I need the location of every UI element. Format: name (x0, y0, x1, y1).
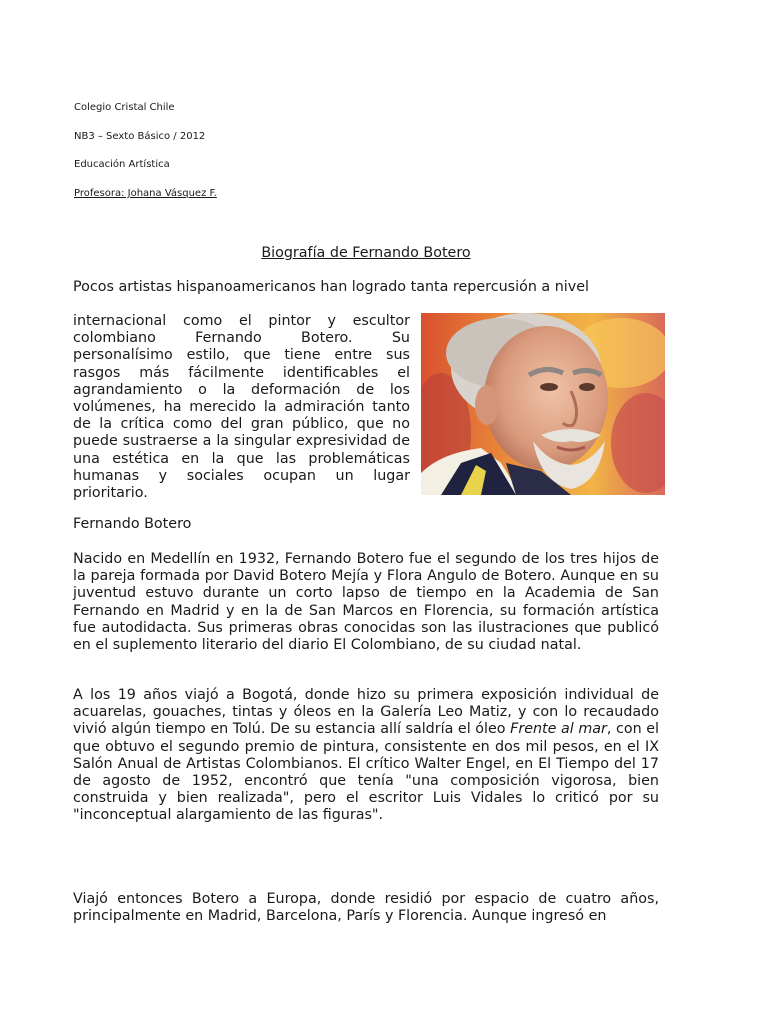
paragraph-bogota (73, 687, 659, 825)
intro-paragraph: internacional como el pintor y escultor colombiano Fernando Botero. Su personalísimo estilo, que tiene entre sus rasgos más fácilmente identificables el agrandamiento o la deformación de los volúmenes, ha merecido la admiración tanto de la crítica como del gran público, que no puede sustraerse a la singular expresividad de una estética en la que las problemáticas humanas y sociales ocupan un lugar prioritario. (73, 313, 410, 502)
section-subtitle: Fernando Botero (73, 516, 192, 532)
course-level: NB3 – Sexto Básico / 2012 (74, 131, 206, 142)
paragraph-europe: Viajó entonces Botero a Europa, donde residió por espacio de cuatro años, principalmente en Madrid, Barcelona, París y Florencia. Aunque ingresó en (73, 891, 659, 925)
school-name: Colegio Cristal Chile (74, 102, 175, 113)
paragraph-bogota-part2: , con el que obtuvo el segundo premio de pintura, consistente en dos mil pesos, en el IX Salón Anual de Artistas Colombianos. El crítico Walter Engel, en El Tiempo del 17 de agosto de 1952, encontró que tenía "una composición vigorosa, bien construida y bien realizada", pero el escritor Luis Vidales lo criticó por su "inconceptual alargamiento de las figuras". (73, 721, 660, 824)
botero-portrait-image (421, 313, 665, 495)
intro-first-line: Pocos artistas hispanoamericanos han logrado tanta repercusión a nivel (73, 279, 589, 295)
subject-name: Educación Artística (74, 159, 170, 170)
paragraph-bogota-part1: A los 19 años viajó a Bogotá, donde hizo su primera exposición individual de acuarelas, gouaches, tintas y óleos en la Galería Leo Matiz, y con lo recaudado vivió algún tiempo en Tolú. De su estancia allí saldría el óleo (73, 687, 659, 738)
artwork-title: Frente al mar (510, 721, 607, 738)
paragraph-birth: Nacido en Medellín en 1932, Fernando Botero fue el segundo de los tres hijos de la pareja formada por David Botero Mejía y Flora Angulo de Botero. Aunque en su juventud estuvo durante un corto lapso de tiempo en la Academia de San Fernando en Madrid y en la de San Marcos en Florencia, su formación artística fue autodidacta. Sus primeras obras conocidas son las ilustraciones que publicó en el suplemento literario del diario El Colombiano, de su ciudad natal. (73, 551, 659, 654)
teacher-name: Profesora: Johana Vásquez F. (74, 188, 217, 199)
document-title: Biografía de Fernando Botero (261, 245, 471, 261)
